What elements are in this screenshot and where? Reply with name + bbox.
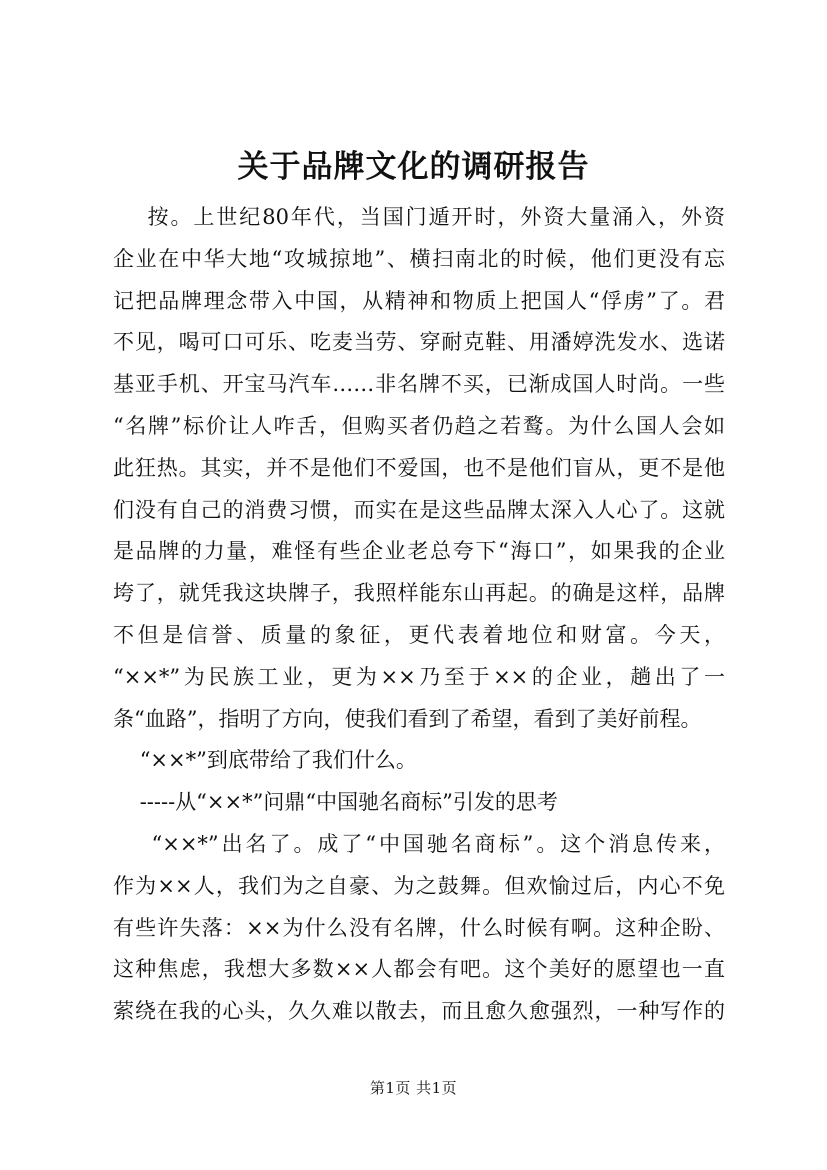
body-line (113, 281, 725, 323)
body-line-text: “××*”到底带给了我们什么。 (113, 748, 417, 773)
body-line-text: 作为××人，我们为之自豪、为之鼓舞。但欢愉过后，内心不免 (113, 873, 725, 898)
body-line-text: 萦绕在我的心头，久久难以散去，而且愈久愈强烈，一种写作的 (113, 999, 725, 1024)
body-line (113, 364, 725, 406)
body-line (113, 824, 725, 866)
document-body (113, 197, 725, 1033)
body-line-text: 这种焦虑，我想大多数××人都会有吧。这个美好的愿望也一直 (113, 957, 725, 982)
body-line-text: 不但是信誉、质量的象征，更代表着地位和财富。今天， (113, 622, 725, 647)
body-line (113, 531, 725, 573)
body-line (113, 239, 725, 281)
body-line-text: 记把品牌理念带入中国，从精神和物质上把国人“俘虏”了。君 (113, 288, 725, 313)
body-line (113, 949, 725, 991)
body-line (113, 908, 725, 950)
body-line (113, 615, 725, 657)
body-line (113, 322, 725, 364)
body-line (113, 406, 725, 448)
body-line-text: “××*”为民族工业，更为××乃至于××的企业，趟出了一 (113, 664, 725, 689)
body-line-text: -----从“××*”问鼎“中国驰名商标”引发的思考 (113, 790, 558, 815)
body-line (113, 866, 725, 908)
page-footer: 第1页 共1页 (369, 1079, 458, 1097)
body-line-text: 按。上世纪80年代，当国门遁开时，外资大量涌入，外资 (113, 205, 725, 229)
body-line-text: 企业在中华大地“攻城掠地”、横扫南北的时候，他们更没有忘 (113, 246, 725, 271)
body-line (113, 448, 725, 490)
body-line-text: 条“血路”，指明了方向，使我们看到了希望，看到了美好前程。 (113, 706, 702, 731)
body-line-text: 不见，喝可口可乐、吃麦当劳、穿耐克鞋、用潘婷洗发水、选诺 (113, 330, 725, 355)
body-line-text: 是品牌的力量，难怪有些企业老总夸下“海口”，如果我的企业 (113, 539, 725, 564)
body-line-text: 垮了，就凭我这块牌子，我照样能东山再起。的确是这样，品牌 (113, 581, 725, 606)
body-line-text: 有些许失落：××为什么没有名牌，什么时候有啊。这种企盼、 (113, 915, 725, 940)
body-line (113, 740, 725, 782)
body-line-text: 基亚手机、开宝马汽车……非名牌不买，已渐成国人时尚。一些 (113, 372, 725, 397)
body-line-text: 们没有自己的消费习惯，而实在是这些品牌太深入人心了。这就 (113, 497, 725, 522)
body-line (113, 699, 725, 741)
body-line-text: 此狂热。其实，并不是他们不爱国，也不是他们盲从，更不是他 (113, 455, 725, 480)
body-line (113, 490, 725, 532)
body-line (113, 657, 725, 699)
body-line-text: “××*”出名了。成了“中国驰名商标”。这个消息传来， (113, 831, 725, 856)
document-title: 关于品牌文化的调研报告 (237, 149, 590, 185)
body-line (113, 991, 725, 1033)
body-line-text: “名牌”标价让人咋舌，但购买者仍趋之若鹜。为什么国人会如 (113, 413, 725, 438)
body-line (113, 782, 725, 824)
body-line (113, 573, 725, 615)
body-line (113, 197, 725, 239)
